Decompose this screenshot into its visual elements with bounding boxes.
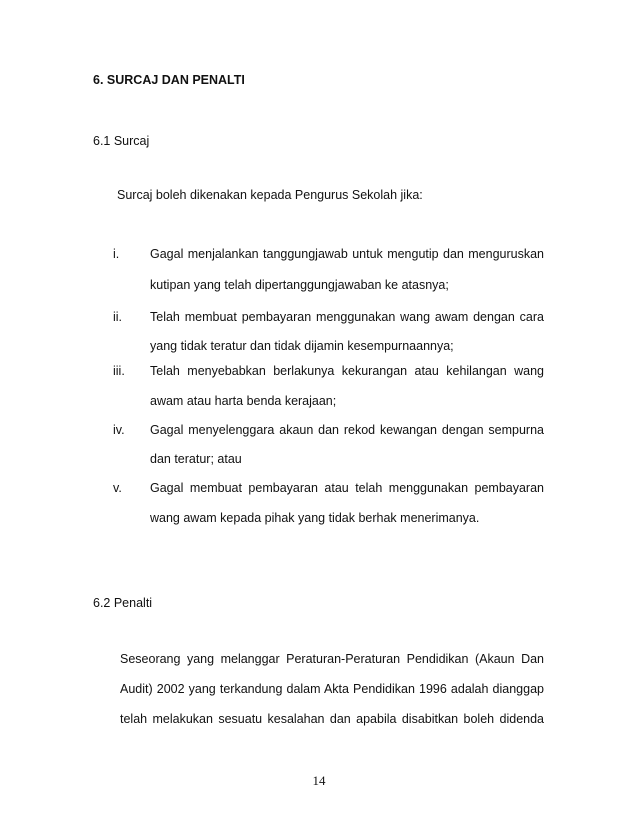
list-item-line: yang tidak teratur dan tidak dijamin kesempurnaannya;	[150, 339, 454, 353]
list-item-line: wang awam kepada pihak yang tidak berhak menerimanya.	[150, 511, 480, 525]
list-item-marker: v.	[113, 481, 122, 495]
page-number: 14	[312, 773, 326, 788]
list-item-marker: iii.	[113, 364, 125, 378]
surcaj-intro-text: Surcaj boleh dikenakan kepada Pengurus Sekolah jika:	[117, 188, 423, 202]
list-item-marker: ii.	[113, 310, 123, 324]
section-heading: 6. SURCAJ DAN PENALTI	[93, 73, 245, 87]
subsection-title-penalti: 6.2 Penalti	[93, 596, 153, 610]
list-item-line: Gagal menjalankan tanggungjawab untuk mengutip dan menguruskan	[150, 247, 544, 261]
list-item-line: dan teratur; atau	[150, 452, 242, 466]
list-item-marker: iv.	[113, 423, 125, 437]
list-item-line: Gagal membuat pembayaran atau telah menggunakan pembayaran	[150, 481, 544, 495]
list-item-line: Telah membuat pembayaran menggunakan wang awam dengan cara	[150, 310, 544, 324]
list-item-line: kutipan yang telah dipertanggungjawaban ke atasnya;	[150, 278, 449, 292]
list-item-line: Gagal menyelenggara akaun dan rekod kewangan dengan sempurna	[150, 423, 544, 437]
list-item-marker: i.	[113, 247, 120, 261]
penalti-paragraph-line: Audit) 2002 yang terkandung dalam Akta Pendidikan 1996 adalah dianggap	[120, 682, 544, 696]
list-item-line: Telah menyebabkan berlakunya kekurangan atau kehilangan wang	[150, 364, 544, 378]
penalti-paragraph-line: Seseorang yang melanggar Peraturan-Peraturan Pendidikan (Akaun Dan	[120, 652, 544, 666]
penalti-paragraph-line: telah melakukan sesuatu kesalahan dan apabila disabitkan boleh didenda	[120, 712, 544, 726]
list-item-line: awam atau harta benda kerajaan;	[150, 394, 337, 408]
subsection-title-surcaj: 6.1 Surcaj	[93, 134, 150, 148]
